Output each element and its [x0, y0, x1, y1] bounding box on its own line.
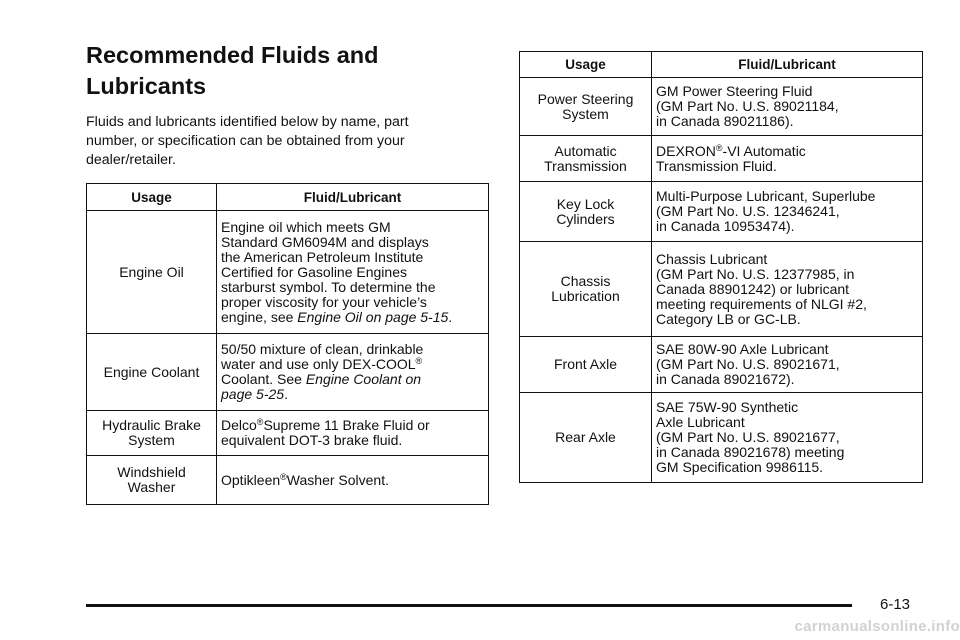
- usage-cell: [520, 78, 652, 136]
- usage-line: System: [562, 105, 609, 122]
- fluid-text: starburst symbol. To determine the: [221, 278, 436, 295]
- usage-column-header: Usage: [87, 184, 217, 211]
- fluid-column-header: Fluid/Lubricant: [217, 184, 489, 211]
- fluid-line: [221, 265, 483, 280]
- fluid-line: [221, 357, 483, 372]
- fluid-text: equivalent DOT-3 brake fluid.: [221, 432, 403, 448]
- fluid-text: 50/50 mixture of clean, drinkable: [221, 341, 424, 357]
- usage-cell: [520, 182, 652, 242]
- fluid-line: [656, 312, 917, 327]
- fluid-line: [656, 114, 917, 129]
- fluid-line: [221, 220, 483, 235]
- fluid-text: in Canada 89021186).: [656, 113, 794, 129]
- fluid-line: [221, 433, 483, 448]
- fluid-line: [221, 372, 483, 387]
- fluid-line: [656, 84, 917, 99]
- fluid-line: [656, 357, 917, 372]
- table-row: [87, 456, 489, 505]
- registered-mark: ®: [715, 142, 723, 153]
- table-row: [87, 334, 489, 411]
- fluid-text: Coolant. See: [221, 371, 306, 387]
- fluid-cell: [652, 393, 923, 483]
- page-number: 6-13: [880, 596, 911, 613]
- fluid-text: Standard GM6094M and displays: [221, 233, 429, 250]
- fluid-line: [656, 372, 917, 387]
- usage-cell: [87, 456, 217, 505]
- fluids-table-right: [519, 51, 923, 483]
- fluid-line: [656, 252, 917, 267]
- fluid-line: [656, 159, 917, 174]
- fluid-line: [656, 342, 917, 357]
- fluid-line: [656, 144, 917, 159]
- usage-line: Automatic: [554, 142, 617, 159]
- usage-cell: [520, 242, 652, 337]
- usage-line: Key Lock: [556, 195, 615, 212]
- table-row: [520, 136, 923, 182]
- fluid-text: in Canada 10953474).: [656, 218, 795, 234]
- footer-rule: [86, 604, 852, 607]
- fluid-line: [656, 267, 917, 282]
- table-row: [520, 78, 923, 136]
- fluid-cell: [652, 78, 923, 136]
- fluid-line: [221, 295, 483, 310]
- fluid-cell: [217, 456, 489, 505]
- usage-cell: [520, 337, 652, 393]
- fluid-text: GM Power Steering Fluid: [656, 83, 813, 99]
- fluid-text: Chassis Lubricant: [656, 250, 768, 267]
- fluid-text: Supreme 11 Brake Fluid or: [263, 417, 430, 433]
- fluid-line: [656, 460, 917, 475]
- intro-line: Fluids and lubricants identified below by name, part: [86, 114, 409, 130]
- usage-line: Engine Oil: [119, 263, 184, 280]
- fluid-cell: [652, 136, 923, 182]
- intro-line: dealer/retailer.: [86, 152, 176, 168]
- fluid-line: [656, 204, 917, 219]
- fluid-line: [656, 282, 917, 297]
- table-row: [520, 242, 923, 337]
- fluid-text: (GM Part No. U.S. 89021671,: [656, 356, 840, 372]
- fluid-text: Delco: [221, 417, 257, 433]
- table-row: [87, 211, 489, 334]
- fluid-text: in Canada 89021672).: [656, 371, 795, 387]
- usage-line: Engine Coolant: [103, 363, 200, 380]
- intro-paragraph: [86, 113, 486, 170]
- fluid-cell: [652, 337, 923, 393]
- usage-cell: [520, 393, 652, 483]
- fluid-text: -VI Automatic: [722, 142, 806, 159]
- fluid-line: [656, 219, 917, 234]
- fluid-text: the American Petroleum Institute: [221, 248, 424, 265]
- fluid-text: proper viscosity for your vehicle’s: [221, 293, 427, 310]
- usage-line: Chassis: [560, 273, 611, 289]
- table-header-row: [520, 52, 923, 78]
- table-row: [520, 182, 923, 242]
- fluid-cell: [652, 182, 923, 242]
- usage-cell: [520, 136, 652, 182]
- fluid-text: Canada 88901242) or lubricant: [656, 280, 850, 297]
- usage-cell: [87, 211, 217, 334]
- fluid-line: [221, 418, 483, 433]
- fluid-text: Category LB or GC-LB.: [656, 310, 801, 327]
- table-header-row: [87, 184, 489, 211]
- title-line: Recommended Fluids and: [86, 42, 379, 68]
- usage-cell: [87, 411, 217, 456]
- fluid-line: [656, 430, 917, 445]
- fluid-text: GM Specification 9986115.: [656, 459, 824, 475]
- usage-line: Hydraulic Brake: [102, 417, 201, 433]
- fluid-text: Certified for Gasoline Engines: [221, 263, 407, 280]
- cross-reference: Engine Coolant on: [305, 371, 422, 387]
- usage-line: System: [128, 432, 175, 448]
- fluid-text: Optikleen: [221, 471, 281, 488]
- fluid-line: [656, 99, 917, 114]
- cross-reference: page 5-25: [221, 386, 285, 402]
- fluid-text: Transmission Fluid.: [656, 157, 777, 174]
- fluid-text: .: [284, 386, 288, 402]
- fluid-text: in Canada 89021678) meeting: [656, 444, 845, 460]
- usage-line: Power Steering: [537, 90, 634, 107]
- fluid-text: SAE 80W-90 Axle Lubricant: [656, 341, 829, 357]
- fluid-text: engine, see: [221, 308, 298, 325]
- fluid-text: Engine oil which meets GM: [221, 218, 391, 235]
- fluid-text: Washer Solvent.: [286, 471, 389, 488]
- fluid-line: [221, 342, 483, 357]
- fluid-line: [221, 387, 483, 402]
- fluid-text: (GM Part No. U.S. 89021184,: [656, 98, 839, 114]
- fluid-text: .: [448, 308, 453, 325]
- table-row: [87, 411, 489, 456]
- fluid-cell: [217, 334, 489, 411]
- fluid-text: water and use only DEX-COOL: [221, 356, 416, 372]
- fluid-text: (GM Part No. U.S. 12346241,: [656, 203, 840, 219]
- fluid-cell: [652, 242, 923, 337]
- registered-mark: ®: [280, 471, 287, 482]
- fluid-line: [221, 280, 483, 295]
- usage-cell: [87, 334, 217, 411]
- usage-column-header: Usage: [520, 52, 652, 78]
- fluid-text: DEXRON: [656, 142, 716, 159]
- registered-mark: ®: [415, 356, 423, 366]
- usage-line: Cylinders: [556, 210, 615, 227]
- fluid-line: [656, 400, 917, 415]
- usage-line: Transmission: [544, 157, 627, 174]
- fluid-column-header: Fluid/Lubricant: [652, 52, 923, 78]
- usage-line: Front Axle: [553, 356, 618, 372]
- title-line: Lubricants: [86, 73, 207, 99]
- table-row: [520, 393, 923, 483]
- usage-line: Rear Axle: [555, 429, 616, 445]
- fluid-line: [656, 297, 917, 312]
- fluid-cell: [217, 411, 489, 456]
- intro-line: number, or specification can be obtained from your: [86, 133, 405, 149]
- fluid-line: [656, 445, 917, 460]
- table-row: [520, 337, 923, 393]
- fluid-line: [221, 473, 483, 488]
- usage-line: Lubrication: [551, 288, 620, 304]
- fluid-text: SAE 75W-90 Synthetic: [656, 399, 799, 415]
- fluid-text: (GM Part No. U.S. 89021677,: [656, 429, 840, 445]
- fluid-line: [221, 250, 483, 265]
- cross-reference: Engine Oil on page 5-15: [297, 308, 449, 325]
- fluid-text: (GM Part No. U.S. 12377985, in: [656, 265, 855, 282]
- section-title: [86, 40, 486, 102]
- fluid-text: Multi-Purpose Lubricant, Superlube: [656, 188, 876, 204]
- fluid-cell: [217, 211, 489, 334]
- watermark: carmanualsonline.info: [794, 618, 960, 635]
- fluid-line: [656, 415, 917, 430]
- usage-line: Washer: [127, 479, 176, 495]
- fluid-line: [656, 189, 917, 204]
- registered-mark: ®: [256, 417, 264, 427]
- fluid-line: [221, 310, 483, 325]
- fluid-line: [221, 235, 483, 250]
- fluid-text: meeting requirements of NLGI #2,: [656, 295, 867, 312]
- usage-line: Windshield: [117, 464, 186, 480]
- fluids-table-left: [86, 183, 489, 505]
- fluid-text: Axle Lubricant: [656, 414, 745, 430]
